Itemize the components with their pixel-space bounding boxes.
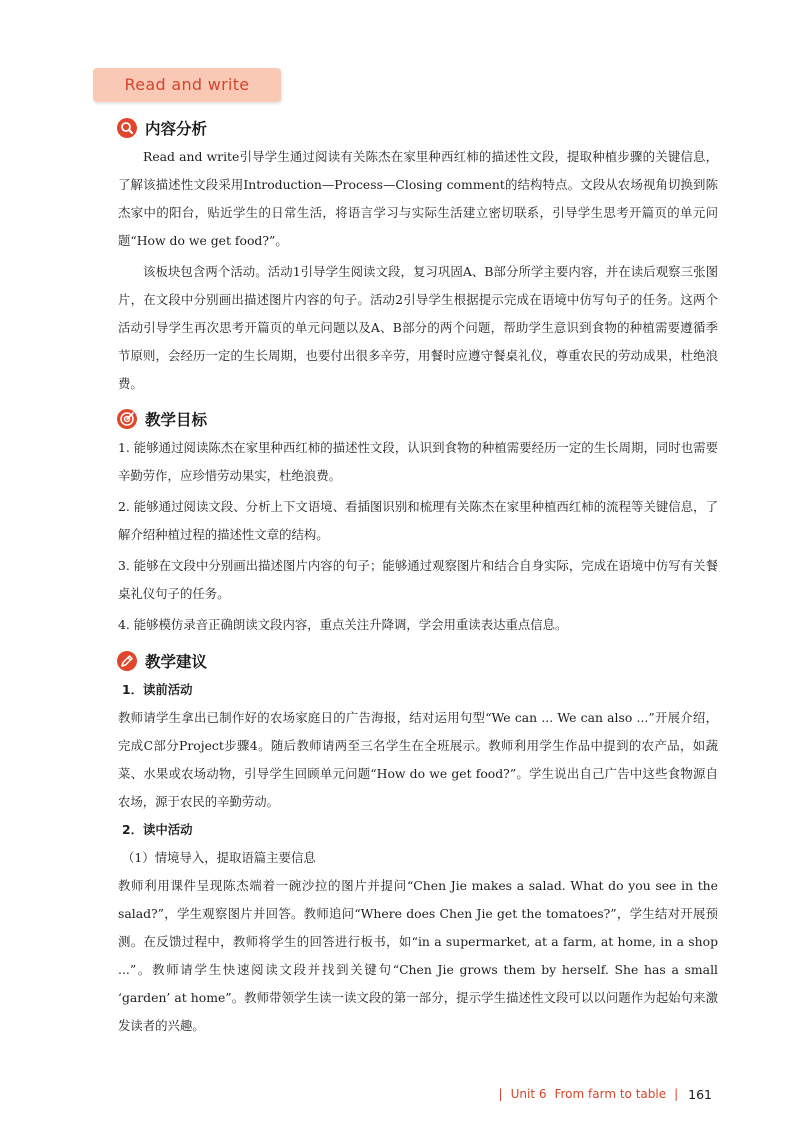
magnifier-icon <box>117 118 137 138</box>
content-analysis-body <box>118 143 718 398</box>
while-reading-text: 教师利用课件呈现陈杰端着一碗沙拉的图片并提问“Chen Jie makes a salad. What do you see in the salad?”，学生观察图片并回答。教师追问“Where does Chen Jie get the tomatoes?”，学生结对开展预测。在反馈过程中，教师将学生的回答进行板书，如“in a supermarket, at a farm, at home, in a shop ...”。教师请学生快速阅读文段并找到关键句“Chen Jie grows them by herself. She has a small ‘garden’ at home”。教师带领学生读一读文段的第一部分，提示学生描述性文段可以以问题作为起始句来激发读者的兴趣。 <box>118 878 718 1033</box>
content-analysis-heading <box>117 117 207 139</box>
section-tag <box>93 68 281 102</box>
footer-unit: Unit 6 <box>510 1087 547 1101</box>
while-reading-subtitle: （1）情境导入，提取语篇主要信息 <box>122 850 316 865</box>
pencil-icon <box>117 651 137 671</box>
pre-reading-section <box>118 676 718 1040</box>
content-paragraph-2: 该板块包含两个活动。活动1引导学生阅读文段，复习巩固A、B部分所学主要内容，并在读后观察三张图片，在文段中分别画出描述图片内容的句子。活动2引导学生根据提示完成在语境中仿写句子的任务。这两个活动引导学生再次思考开篇页的单元问题以及A、B部分的两个问题，帮助学生意识到食物的种植需要遵循季节原则，会经历一定的生长周期，也要付出很多辛劳，用餐时应遵守餐桌礼仪，尊重农民的劳动成果，杜绝浪费。 <box>118 264 718 391</box>
footer-title: From farm to table <box>554 1087 667 1101</box>
while-reading-title: 2．读中活动 <box>122 822 193 837</box>
goal-item-4: 4. 能够模仿录音正确朗读文段内容，重点关注升降调，学会用重读表达重点信息。 <box>118 617 568 632</box>
goal-item-1: 1. 能够通过阅读陈杰在家里种西红柿的描述性文段，认识到食物的种植需要经历一定的生长周期，同时也需要辛勤劳作，应珍惜劳动果实，杜绝浪费。 <box>118 440 718 483</box>
content-paragraph-1: Read and write引导学生通过阅读有关陈杰在家里种西红柿的描述性文段，提取种植步骤的关键信息，了解该描述性文段采用Introduction—Process—Closing comment的结构特点。文段从农场视角切换到陈杰家中的阳台，贴近学生的日常生活，将语言学习与实际生活建立密切联系，引导学生思考开篇页的单元问题“How do we get food?”。 <box>118 149 718 248</box>
pre-reading-title: 1．读前活动 <box>122 682 193 697</box>
target-icon <box>117 409 137 429</box>
teaching-goals-title: 教学目标 <box>145 411 208 429</box>
section-tag-label: Read and write <box>124 75 250 94</box>
page-number: 161 <box>688 1086 712 1102</box>
teaching-goals-list <box>118 434 718 639</box>
teaching-suggestions-title: 教学建议 <box>145 653 208 671</box>
pre-reading-text: 教师请学生拿出已制作好的农场家庭日的广告海报，结对运用句型“We can ... We can also ...”开展介绍，完成C部分Project步骤4。随后教师请两至三名学生在全班展示。教师利用学生作品中提到的农产品，如蔬菜、水果或农场动物，引导学生回顾单元问题“How do we get food?”。学生说出自己广告中这些食物源自农场，源于农民的辛勤劳动。 <box>118 710 718 809</box>
goal-item-3: 3. 能够在文段中分别画出描述图片内容的句子；能够通过观察图片和结合自身实际，完成在语境中仿写有关餐桌礼仪句子的任务。 <box>118 558 718 601</box>
goal-item-2: 2. 能够通过阅读文段、分析上下文语境、看插图识别和梳理有关陈杰在家里种植西红柿的流程等关键信息，了解介绍种植过程的描述性文章的结构。 <box>118 499 718 542</box>
teaching-suggestions-heading <box>117 650 207 672</box>
content-analysis-title: 内容分析 <box>145 120 208 138</box>
teaching-goals-heading <box>117 408 207 430</box>
page-footer: | Unit 6 From farm to table | 161 <box>498 1086 712 1102</box>
